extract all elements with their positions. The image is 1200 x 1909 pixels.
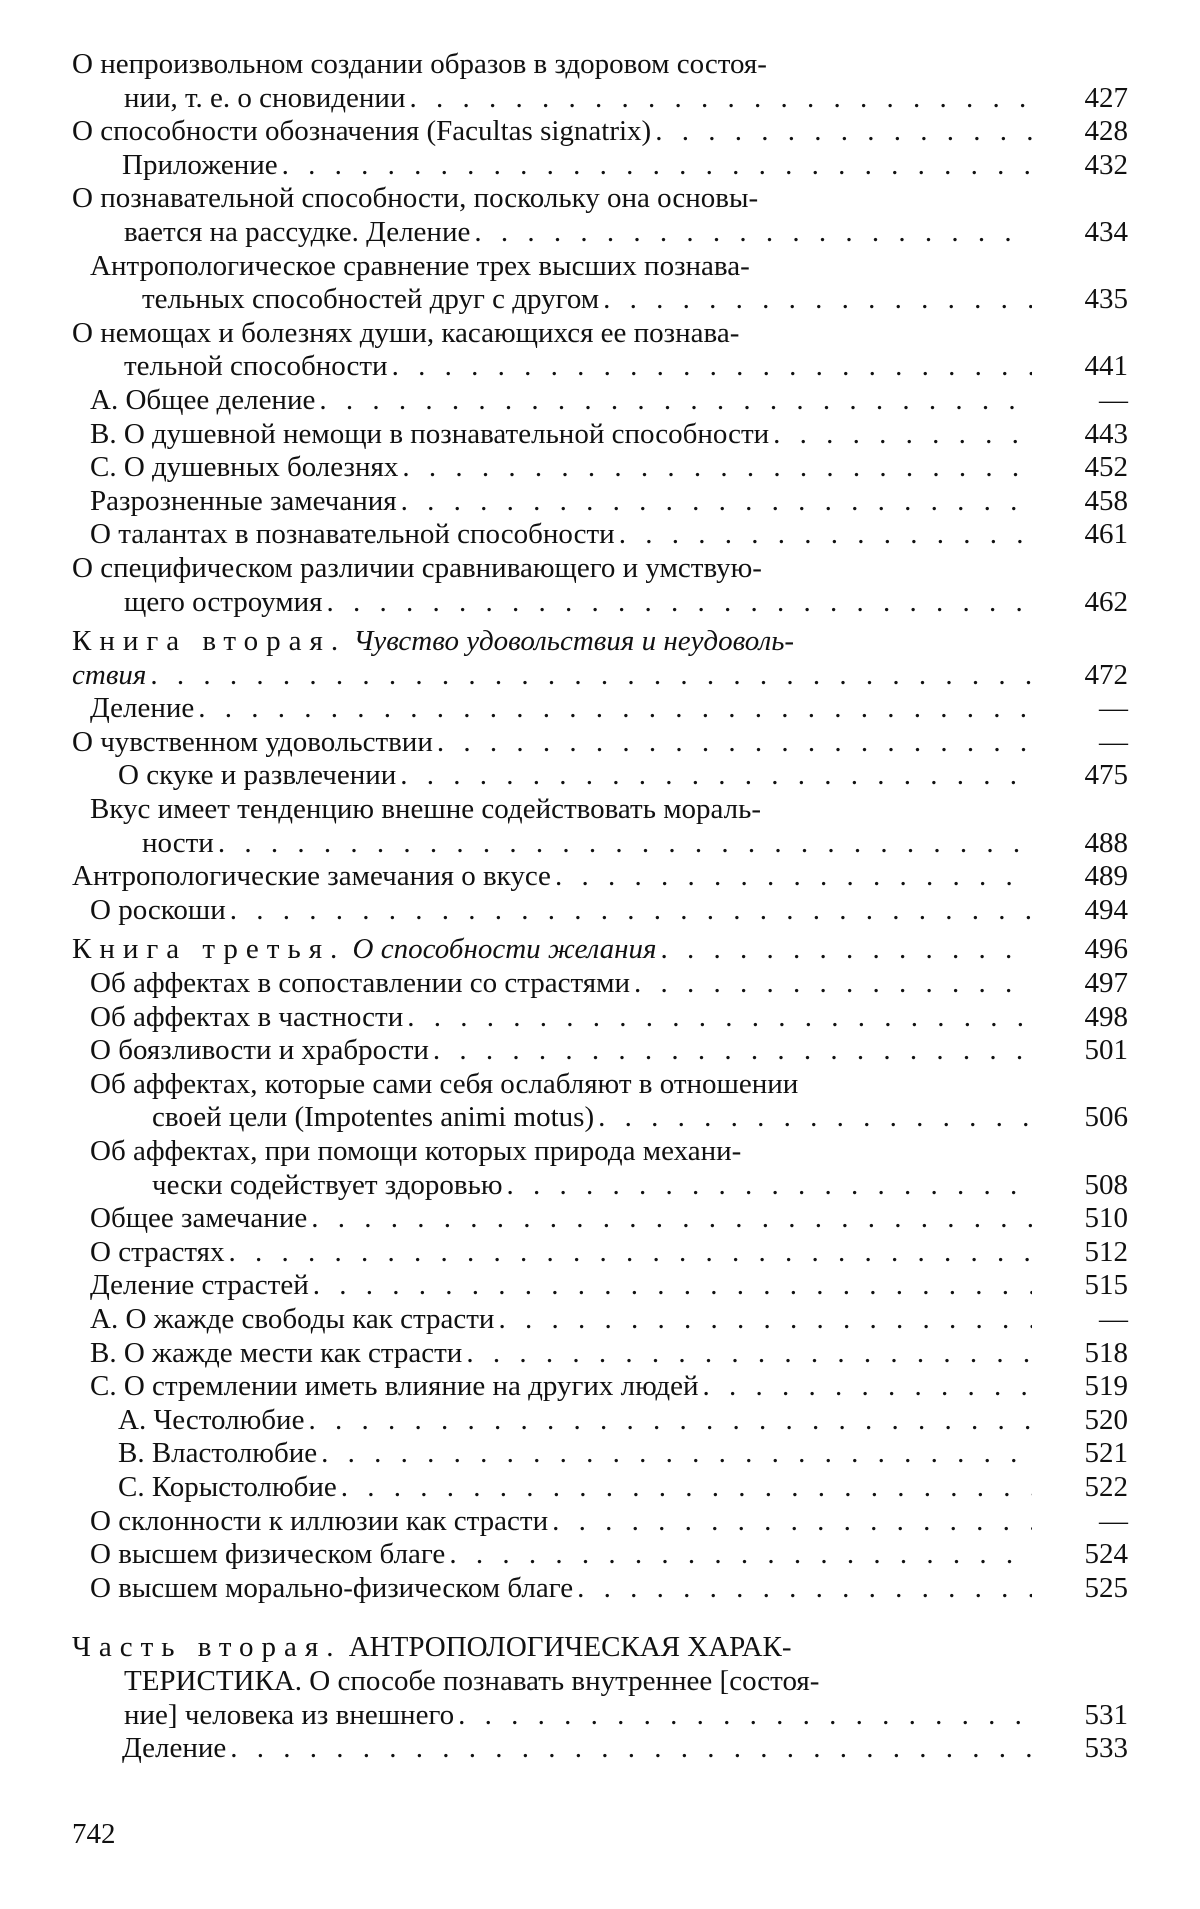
toc-page-number: 462	[1084, 585, 1128, 618]
toc-entry-title	[72, 317, 1032, 384]
toc-entry-line: Об аффектах в частности	[90, 1000, 404, 1033]
toc-entry	[72, 518, 1132, 552]
toc-entry-title	[72, 1236, 1032, 1270]
toc-page-number: 475	[1084, 759, 1128, 792]
leader-dots	[433, 726, 1032, 760]
page-folio: 742	[72, 1818, 116, 1850]
leader-dots	[214, 827, 1032, 861]
toc-page-number: 518	[1084, 1336, 1128, 1369]
toc-entry	[72, 115, 1132, 149]
toc-entry	[72, 451, 1132, 485]
toc-entry-title	[72, 418, 1032, 452]
toc-entry-line: Деление страстей	[90, 1269, 309, 1302]
toc-entry-title	[72, 451, 1032, 485]
toc-entry-line: С. О стремлении иметь влияние на других людей	[90, 1370, 699, 1403]
toc-page-number: 525	[1084, 1571, 1128, 1604]
toc-entry-title	[72, 48, 1032, 115]
toc-page-number: 489	[1084, 860, 1128, 893]
toc-entry	[72, 967, 1132, 1001]
toc-entry-line: вается на рассудке. Деление	[124, 215, 471, 248]
toc-entry	[72, 1404, 1132, 1438]
toc-page-number: 441	[1084, 350, 1128, 383]
toc-page-number: 506	[1084, 1101, 1128, 1134]
toc-page-number: 461	[1084, 518, 1128, 551]
toc-entry-line: Антропологическое сравнение трех высших познава-	[90, 249, 750, 282]
leader-dots	[226, 894, 1032, 928]
toc-entry-title	[72, 933, 1032, 967]
leader-dots	[699, 1370, 1033, 1404]
toc-entry-line: В. Властолюбие	[118, 1437, 318, 1470]
toc-entry-title	[72, 692, 1032, 726]
toc-entry-line: щего остроумия	[124, 585, 323, 618]
toc-entry-line: Антропологические замечания о вкусе	[72, 860, 551, 893]
toc-entry-line: ствия	[72, 658, 147, 691]
leader-dots	[194, 692, 1032, 726]
toc-page-number: 496	[1084, 933, 1128, 966]
toc-entry-title	[72, 860, 1032, 894]
leader-dots	[551, 860, 1032, 894]
toc-entry-title	[72, 1034, 1032, 1068]
toc-entry-title	[72, 1370, 1032, 1404]
toc-page-number: 497	[1084, 967, 1128, 1000]
toc-entry-line: О немощах и болезнях души, касающихся ее познава-	[72, 316, 740, 349]
leader-dots	[503, 1169, 1032, 1203]
toc-entry-line: Часть вторая. АНТРОПОЛОГИЧЕСКАЯ ХАРАК-	[72, 1631, 792, 1664]
toc-entry-title	[72, 726, 1032, 760]
toc-entry-title	[72, 894, 1032, 928]
toc-entry-line: О талантах в познавательной способности	[90, 518, 615, 551]
toc-entry-line: О непроизвольном создании образов в здоровом состоя-	[72, 48, 767, 80]
leader-dots	[403, 1001, 1032, 1035]
toc-entry	[72, 1068, 1132, 1135]
toc-page-number: 522	[1084, 1470, 1128, 1503]
toc-entry-title	[72, 115, 1032, 149]
toc-page-number: 427	[1084, 81, 1128, 114]
leader-dots	[445, 1538, 1032, 1572]
toc-entry-title	[72, 1631, 1032, 1732]
toc-entry-line: ТЕРИСТИКА. О способе познавать внутреннее [состоя-	[124, 1664, 820, 1697]
leader-dots	[322, 586, 1032, 620]
toc-entry	[72, 1437, 1132, 1471]
leader-dots	[651, 115, 1032, 149]
toc-entry-line: О познавательной способности, поскольку она основы-	[72, 182, 759, 215]
leader-dots	[315, 384, 1032, 418]
toc-entry	[72, 1001, 1132, 1035]
toc-entry-title	[72, 1404, 1032, 1438]
toc-page-number: 498	[1084, 1000, 1128, 1033]
toc-entry-line: С. Корыстолюбие	[118, 1470, 337, 1503]
leader-dots	[769, 418, 1032, 452]
toc-entry-line: Об аффектах, которые сами себя ослабляют в отношении	[90, 1067, 799, 1100]
leader-dots	[494, 1303, 1032, 1337]
toc-entry	[72, 1370, 1132, 1404]
toc-entry-line: Книга третья. О способности желания	[72, 933, 657, 966]
toc-entry	[72, 1135, 1132, 1202]
toc-entry-line: О роскоши	[90, 893, 226, 926]
toc-page-number: 508	[1084, 1168, 1128, 1201]
toc-entry	[72, 894, 1132, 928]
toc-entry-line: чески содействует здоровью	[152, 1168, 503, 1201]
toc-page-number: 520	[1084, 1403, 1128, 1436]
leader-dots	[307, 1202, 1032, 1236]
toc-page-number: —	[1099, 1504, 1128, 1537]
toc-entry-line: С. О душевных болезнях	[90, 451, 399, 484]
toc-page-number: 452	[1084, 451, 1128, 484]
toc-entry	[72, 726, 1132, 760]
toc-entry-line: Общее замечание	[90, 1202, 308, 1235]
toc-entry	[72, 759, 1132, 793]
toc-page-number: —	[1099, 692, 1128, 725]
toc-page-number: 458	[1084, 484, 1128, 517]
leader-dots	[309, 1269, 1032, 1303]
toc-entry	[72, 1269, 1132, 1303]
toc-entry-title	[72, 552, 1032, 619]
toc-entry-title	[72, 793, 1032, 860]
toc-entry	[72, 250, 1132, 317]
toc-entry	[72, 317, 1132, 384]
toc-entry	[72, 485, 1132, 519]
toc-entry	[72, 1572, 1132, 1606]
toc-page-number: 519	[1084, 1370, 1128, 1403]
toc-entry	[72, 1303, 1132, 1337]
leader-dots	[396, 759, 1032, 793]
toc-entry	[72, 1538, 1132, 1572]
leader-dots	[388, 350, 1032, 384]
toc-entry-line: Деление	[90, 692, 195, 725]
toc-entry-title	[72, 759, 1032, 793]
leader-dots	[657, 933, 1032, 967]
toc-entry-title	[72, 1471, 1032, 1505]
toc-entry-line: О способности обозначения (Facultas signatrix)	[72, 115, 652, 148]
toc-entry-line: Книга вторая. Чувство удовольствия и неудоволь-	[72, 625, 795, 658]
leader-dots	[548, 1505, 1032, 1539]
leader-dots	[594, 1101, 1032, 1135]
toc-entry	[72, 182, 1132, 249]
toc-entry-title	[72, 1068, 1032, 1135]
toc-entry-line: А. Честолюбие	[118, 1403, 305, 1436]
leader-dots	[278, 149, 1032, 183]
toc-page-number: 434	[1084, 215, 1128, 248]
toc-entry	[72, 1236, 1132, 1270]
toc-entry	[72, 149, 1132, 183]
toc-entry-title	[72, 1202, 1032, 1236]
toc-page-number: —	[1099, 383, 1128, 416]
toc-page-number: —	[1099, 725, 1128, 758]
toc-entry	[72, 384, 1132, 418]
toc-page-number: 435	[1084, 283, 1128, 316]
toc-entry-title	[72, 1572, 1032, 1606]
toc-entry	[72, 1631, 1132, 1732]
toc-page-number: 533	[1084, 1732, 1128, 1765]
toc-entry-title	[72, 384, 1032, 418]
toc-entry	[72, 418, 1132, 452]
toc-page-number: 494	[1084, 893, 1128, 926]
toc-entry-line: ние] человека из внешнего	[124, 1698, 455, 1731]
toc-entry	[72, 692, 1132, 726]
toc-entry-title	[72, 1538, 1032, 1572]
toc-entry	[72, 860, 1132, 894]
leader-dots	[615, 518, 1032, 552]
toc-entry-title	[72, 1732, 1032, 1766]
toc-entry-line: О чувственном удовольствии	[72, 725, 433, 758]
toc-entry-line: В. О душевной немощи в познавательной способности	[90, 417, 770, 450]
toc-entry-line: А. О жажде свободы как страсти	[90, 1302, 495, 1335]
toc-entry-title	[72, 149, 1032, 183]
toc-page-number: 443	[1084, 417, 1128, 450]
toc-entry-title	[72, 182, 1032, 249]
toc-entry-line: Разрозненные замечания	[90, 484, 397, 517]
toc-entry-line: ности	[142, 826, 214, 859]
leader-dots	[398, 451, 1032, 485]
toc-entry	[72, 48, 1132, 115]
toc-entry-title	[72, 1269, 1032, 1303]
toc-entry-line: Об аффектах, при помощи которых природа механи-	[90, 1135, 742, 1167]
table-of-contents	[72, 48, 1132, 1766]
toc-page-number: —	[1099, 1302, 1128, 1335]
toc-entry-line: тельной способности	[124, 350, 388, 383]
toc-entry	[72, 625, 1132, 692]
toc-entry	[72, 1505, 1132, 1539]
toc-page-number: 428	[1084, 115, 1128, 148]
toc-page-number: 472	[1084, 658, 1128, 691]
toc-entry-title	[72, 1337, 1032, 1371]
toc-page-number: 515	[1084, 1269, 1128, 1302]
leader-dots	[317, 1437, 1032, 1471]
toc-page-number: 524	[1084, 1538, 1128, 1571]
toc-entry-title	[72, 485, 1032, 519]
leader-dots	[599, 283, 1032, 317]
toc-entry-title	[72, 250, 1032, 317]
leader-dots	[224, 1236, 1032, 1270]
toc-entry-line: О скуке и развлечении	[118, 759, 397, 792]
toc-page-number: 510	[1084, 1202, 1128, 1235]
toc-entry	[72, 552, 1132, 619]
leader-dots	[337, 1471, 1032, 1505]
toc-entry	[72, 933, 1132, 967]
toc-entry-line: О высшем физическом благе	[90, 1538, 446, 1571]
toc-entry-line: О склонности к иллюзии как страсти	[90, 1504, 549, 1537]
toc-entry-line: О боязливости и храбрости	[90, 1034, 429, 1067]
toc-entry-title	[72, 1437, 1032, 1471]
toc-entry-line: О страстях	[90, 1235, 225, 1268]
leader-dots	[226, 1732, 1032, 1766]
leader-dots	[470, 216, 1032, 250]
toc-page-number: 432	[1084, 148, 1128, 181]
toc-entry-title	[72, 1135, 1032, 1202]
toc-entry-title	[72, 625, 1032, 692]
toc-entry-line: тельных способностей друг с другом	[142, 283, 600, 316]
leader-dots	[462, 1337, 1032, 1371]
leader-dots	[405, 82, 1032, 116]
toc-page-number: 521	[1084, 1437, 1128, 1470]
toc-entry-line: О высшем морально-физическом благе	[90, 1571, 574, 1604]
toc-entry	[72, 1034, 1132, 1068]
toc-entry	[72, 793, 1132, 860]
leader-dots	[146, 659, 1032, 693]
leader-dots	[630, 967, 1032, 1001]
toc-page-number: 501	[1084, 1034, 1128, 1067]
toc-entry-title	[72, 1303, 1032, 1337]
toc-page-number: 488	[1084, 826, 1128, 859]
leader-dots	[454, 1699, 1032, 1733]
toc-entry-title	[72, 967, 1032, 1001]
toc-entry-line: Об аффектах в сопоставлении со страстями	[90, 967, 631, 1000]
toc-entry-line: Деление	[122, 1732, 227, 1765]
toc-entry	[72, 1732, 1132, 1766]
toc-entry-line: О специфическом различии сравнивающего и умствую-	[72, 551, 762, 584]
leader-dots	[573, 1572, 1032, 1606]
toc-entry-line: В. О жажде мести как страсти	[90, 1336, 463, 1369]
toc-page-number: 512	[1084, 1235, 1128, 1268]
toc-entry-line: А. Общее деление	[90, 383, 316, 416]
leader-dots	[304, 1404, 1032, 1438]
toc-entry-title	[72, 518, 1032, 552]
toc-entry-title	[72, 1505, 1032, 1539]
toc-entry	[72, 1337, 1132, 1371]
toc-entry-title	[72, 1001, 1032, 1035]
toc-entry-line: своей цели (Impotentes animi motus)	[152, 1101, 595, 1134]
leader-dots	[429, 1034, 1032, 1068]
toc-entry-line: Вкус имеет тенденцию внешне содействовать мораль-	[90, 793, 762, 826]
toc-entry-line: Приложение	[122, 148, 278, 181]
toc-entry-line: нии, т. е. о сновидении	[124, 81, 406, 114]
toc-page-number: 531	[1084, 1698, 1128, 1731]
toc-entry	[72, 1471, 1132, 1505]
toc-entry	[72, 1202, 1132, 1236]
leader-dots	[397, 485, 1032, 519]
